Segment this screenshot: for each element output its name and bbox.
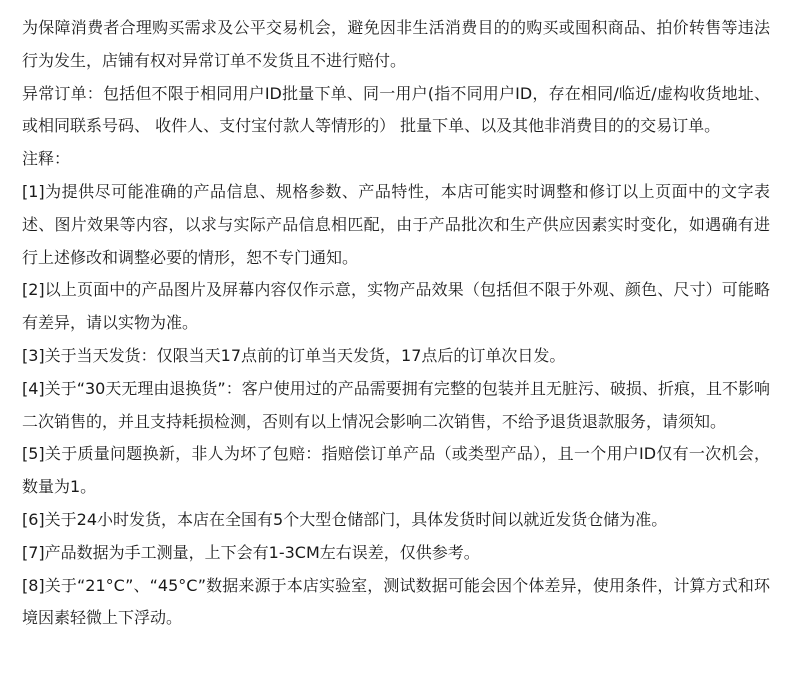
notes-heading: 注释： [22,149,71,169]
note-1-product-info: [1]为提供尽可能准确的产品信息、规格参数、产品特性，本店可能实时调整和修订以上页面中的文字表述、图片效果等内容，以求与实际产品信息相匹配，由于产品批次和生产供应因素实时变化，如遇确有进行上述修改和调整必要的情形，恕不专门通知。 [22,181,770,267]
note-2-product-images: [2]以上页面中的产品图片及屏幕内容仅作示意，实物产品效果（包括但不限于外观、颜色、尺寸）可能略有差异，请以实物为准。 [22,280,770,333]
note-6-24h-shipping: [6]关于24小时发货，本店在全国有5个大型仓储部门，具体发货时间以就近发货仓储为准。 [22,509,668,529]
note-7-measurement: [7]产品数据为手工测量，上下会有1-3CM左右误差，仅供参考。 [22,542,480,562]
note-8-temperature-data: [8]关于“21°C”、“45°C”数据来源于本店实验室，测试数据可能会因个体差异，使用条件，计算方式和环境因素轻微上下浮动。 [22,575,770,628]
note-5-quality-replacement: [5]关于质量问题换新，非人为坏了包赔：指赔偿订单产品（或类型产品），且一个用户ID仅有一次机会，数量为1。 [22,444,770,497]
intro-paragraph-purchase-policy: 为保障消费者合理购买需求及公平交易机会，避免因非生活消费目的的购买或囤积商品、拍价转售等违法行为发生，店铺有权对异常订单不发货且不进行赔付。 [22,18,770,70]
intro-paragraph-abnormal-orders: 异常订单：包括但不限于相同用户ID批量下单、同一用户(指不同用户ID，存在相同/临近/虚构收货地址、或相同联系号码、 收件人、支付宝付款人等情形的） 批量下单、以及其他非消费目的的交易订单。 [22,83,770,136]
note-3-same-day-shipping: [3]关于当天发货：仅限当天17点前的订单当天发货，17点后的订单次日发。 [22,345,566,365]
note-4-returns: [4]关于“30天无理由退换货”：客户使用过的产品需要拥有完整的包装并且无脏污、破损、折痕，且不影响二次销售的，并且支持耗损检测，否则有以上情况会影响二次销售，不给予退货退款服务，请须知。 [22,378,770,431]
